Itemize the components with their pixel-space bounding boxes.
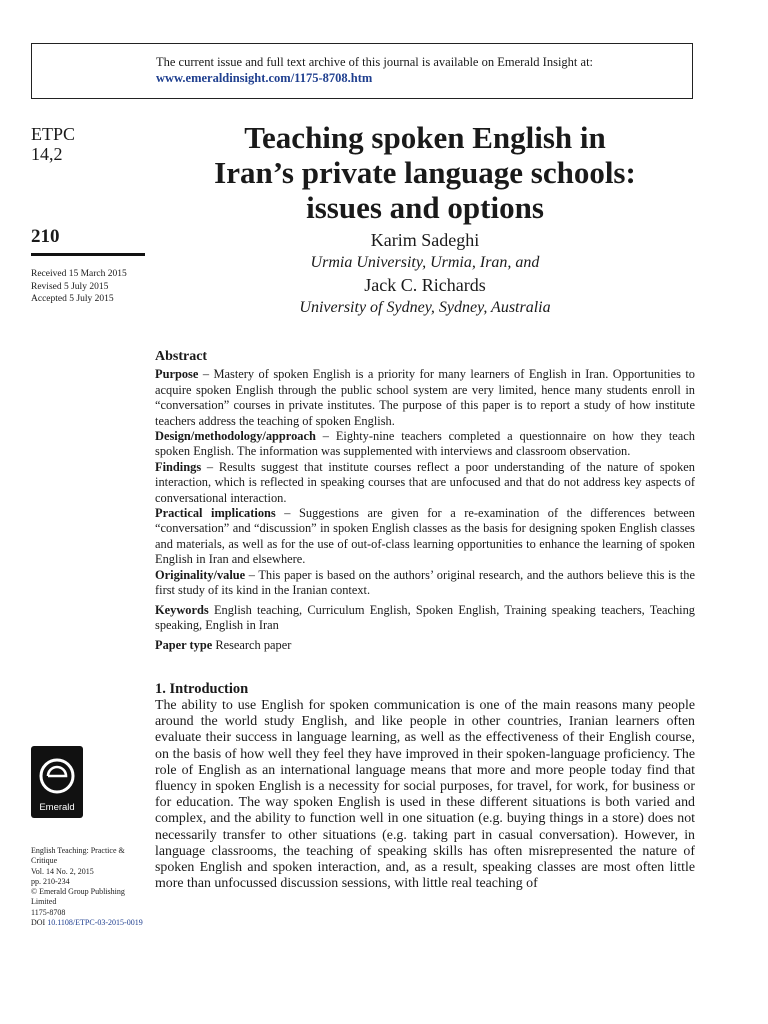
paper-type-text: Research paper <box>212 638 292 653</box>
introduction-heading: 1. Introduction <box>155 681 249 697</box>
paper-title <box>155 120 695 225</box>
abstract-section <box>155 349 695 654</box>
emerald-e-icon <box>37 752 77 798</box>
abstract-design <box>155 429 695 460</box>
author-name: Jack C. Richards <box>364 275 486 295</box>
abstract-heading: Abstract <box>155 349 208 364</box>
section-text: – Suggestions are given for a re-examination of the differences between “conversation” and “discussion” in spoken English classes as the basis for designing spoken English classes and materials, as well as for the use of out-of-class learning opportunities to enhance the learning of spoken English in Iran and elsewhere. <box>155 506 696 567</box>
journal-abbrev: ETPC <box>31 124 76 144</box>
introduction-section <box>155 680 695 892</box>
author-affiliation: University of Sydney, Sydney, Australia <box>299 299 551 316</box>
title-line: issues and options <box>306 190 544 225</box>
citation-info <box>31 846 149 928</box>
banner-line: The current issue and full text archive of this journal is available on Emerald Insight at: <box>156 55 594 69</box>
accepted-date: Accepted 5 July 2015 <box>31 294 114 304</box>
submission-dates <box>31 268 127 306</box>
doi-label: DOI <box>31 918 46 928</box>
author-affiliation: Urmia University, Urmia, Iran, and <box>310 254 540 271</box>
revised-date: Revised 5 July 2015 <box>31 281 109 292</box>
abstract-findings <box>155 460 695 506</box>
page-number: 210 <box>31 226 60 247</box>
volume-info: Vol. 14 No. 2, 2015 <box>31 866 94 876</box>
doi-link[interactable]: 10.1108/ETPC-03-2015-0019 <box>47 918 143 928</box>
title-line: Teaching spoken English in <box>244 120 606 155</box>
section-label: Originality/value <box>155 567 246 582</box>
paper-type-label: Paper type <box>155 638 213 653</box>
section-text: – Mastery of spoken English is a priority for many learners of English in Iran. Opportunities to acquire spoken English through the public school system are very limited, hence many students enroll in “conversation” courses in private institutes. The purpose of this paper is to report a study of how institute teachers address the teaching of spoken English. <box>155 367 695 428</box>
journal-name: English Teaching: Practice & Critique <box>31 846 125 866</box>
keywords-label: Keywords <box>155 602 209 617</box>
title-line: Iran’s private language schools: <box>214 155 636 190</box>
abstract-originality <box>155 568 695 599</box>
abstract-purpose <box>155 367 695 429</box>
doi-line <box>31 918 149 928</box>
section-text: – This paper is based on the authors’ original research, and the authors believe this is the first study of its kind in the Iranian context. <box>155 567 695 598</box>
received-date: Received 15 March 2015 <box>31 269 127 279</box>
issn: 1175-8708 <box>31 907 66 917</box>
page-range: pp. 210-234 <box>31 876 70 886</box>
keywords <box>155 603 695 634</box>
section-label: Practical implications <box>155 506 276 521</box>
volume-issue: 14,2 <box>31 144 63 164</box>
abstract-implications <box>155 506 695 568</box>
access-banner <box>31 43 693 99</box>
author-name: Karim Sadeghi <box>370 230 480 250</box>
section-label: Findings <box>155 459 202 474</box>
emerald-logo <box>31 746 83 818</box>
paper-type <box>155 638 695 653</box>
section-text: – Results suggest that institute courses reflect a poor understanding of the nature of spoken interaction, which is reflected in speaking courses that are unfocused and that do not address key aspects of conversational interaction. <box>155 459 695 505</box>
author-block <box>155 229 695 319</box>
section-label: Purpose <box>155 367 199 382</box>
section-label: Design/methodology/approach <box>155 429 316 444</box>
section-text: – Eighty-nine teachers completed a questionnaire on how they teach spoken English. The information was supplemented with interviews and classroom observation. <box>155 429 695 459</box>
keywords-text: English teaching, Curriculum English, Spoken English, Training speaking teachers, Teaching speaking, English in Iran <box>155 602 695 632</box>
banner-text <box>156 54 593 86</box>
page-rule-divider <box>31 253 145 256</box>
logo-text: Emerald <box>39 802 75 813</box>
journal-url-link[interactable]: www.emeraldinsight.com/1175-8708.htm <box>156 71 373 85</box>
introduction-body: The ability to use English for spoken communication is one of the main reasons many people around the world study English, and like people in other countries, Iranian learners often evaluate their success in language learning, as well as the effectiveness of their English course, on the basis of how well they feel they have improved in their spoken-language proficiency. The role of English as an international language means that more and more people today find that fluency in spoken English is a necessity for social purposes, for travel, for work, for business or for education. The way spoken English is used in these different situations is both varied and complex, and the ability to function well in one situation (e.g. buying things in a store) does not necessarily transfer to other situations (e.g. taking part in casual conversation). However, in language classrooms, the teaching of speaking skills has often misrepresented the nature of spoken English and spoken interaction, and, as a result, speaking classes are most often little more than unfocussed discussion sessions, with little real teaching of <box>155 698 695 892</box>
copyright: © Emerald Group Publishing Limited <box>31 887 125 907</box>
journal-abbreviation <box>31 124 75 164</box>
